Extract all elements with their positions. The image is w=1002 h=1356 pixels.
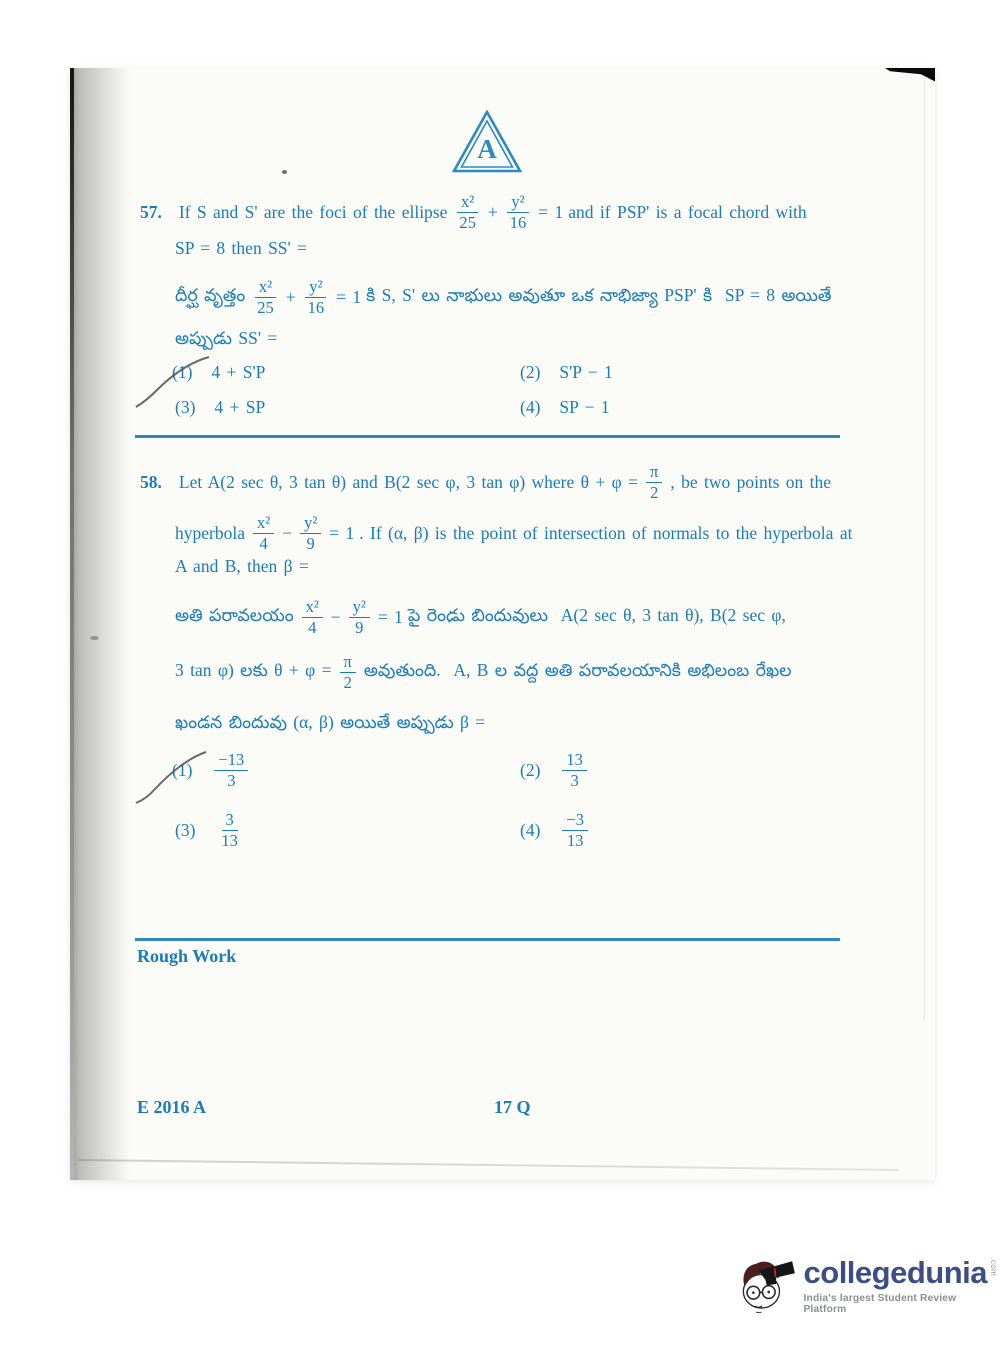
q58-telugu2-pre: 3 tan φ) లకు θ + φ =	[175, 659, 332, 680]
q57-telugu-fraction-y2-16: $\frac{\text{y²}}{16}$	[304, 278, 329, 316]
q57-option-4	[520, 397, 610, 418]
q57-fraction-x2-25: $\frac{\text{x²}}{25}$	[455, 193, 480, 231]
q58-option-4	[520, 805, 591, 855]
equals-one: = 1	[329, 522, 355, 543]
q57-telugu-post: కి S, S' లు నాభులు అవుతూ ఒక నాభిజ్యా PSP' కి SP = 8 అయితే	[366, 284, 832, 305]
equals-one: = 1	[336, 286, 362, 307]
q57-line1	[140, 189, 807, 235]
collegedunia-brand-text: collegedunia	[803, 1255, 987, 1290]
option-label: (4)	[520, 397, 541, 417]
q58-telugu-fraction-pi-2: $\frac{\pi}{2}$	[340, 653, 356, 691]
q57-telugu-pre: దీర్ఘ వృత్తం	[175, 284, 246, 305]
q58-fraction-y2-9: $\frac{\text{y²}}{9}$	[300, 514, 321, 552]
q57-fraction-y2-16: $\frac{\text{y²}}{16}$	[506, 193, 531, 231]
q58-line2	[175, 510, 852, 556]
pen-strike-mark	[133, 352, 218, 410]
option-label: (4)	[520, 819, 541, 840]
q57-text-pre: If S and S' are the foci of the ellipse	[178, 201, 448, 222]
minus-sign: −	[282, 522, 293, 543]
scan-corner-mark	[885, 68, 935, 83]
q58-telugu-line3: ఖండన బిందువు (α, β) అయితే అప్పుడు β =	[175, 712, 486, 732]
scan-speck	[90, 636, 99, 640]
q57-telugu-fraction-x2-25: $\frac{\text{x²}}{25}$	[253, 278, 278, 316]
q58-option-2	[520, 745, 590, 795]
q57-option-2	[520, 362, 613, 383]
option-label: (1)	[172, 759, 193, 780]
option-label: (1)	[172, 362, 193, 382]
option-label: (3)	[175, 397, 196, 417]
option-fraction: $\frac{-13}{3}$	[214, 751, 248, 789]
scan-speck	[282, 170, 287, 174]
paper-right-edge	[924, 76, 925, 1020]
spine-edge	[70, 68, 74, 1180]
collegedunia-tld-text: .com	[989, 1257, 998, 1277]
q58-telugu2-post: అవుతుంది. A, B ల వద్ద అతి పరావలయానికి అభిలంబ రేఖల	[363, 659, 792, 680]
q57-telugu-line2: అప్పుడు SS' =	[175, 328, 278, 348]
plus-sign: +	[285, 286, 296, 307]
option-fraction: $\frac{13}{3}$	[562, 751, 587, 789]
equals-one: = 1	[538, 201, 564, 222]
footer-page-number: 17 Q	[494, 1097, 531, 1117]
q58-number: 58.	[140, 471, 162, 492]
q57-text-post: and if PSP' is a focal chord with	[568, 201, 807, 222]
q58-l2-pre: hyperbola	[175, 522, 245, 543]
minus-sign: −	[330, 606, 341, 627]
option-fraction: $\frac{3}{13}$	[221, 810, 238, 850]
q57-line2: SP = 8 then SS' =	[175, 238, 307, 258]
question-divider	[135, 435, 840, 438]
q57-number: 57.	[140, 201, 162, 222]
paper-bottom-edge	[78, 1159, 899, 1171]
collegedunia-tagline: India's largest Student Review Platform	[803, 1293, 957, 1315]
set-marker-triangle	[452, 110, 522, 174]
q58-telugu-line2	[175, 649, 792, 695]
option-text: S'P − 1	[559, 362, 613, 382]
option-fraction: $\frac{-3}{13}$	[562, 811, 588, 849]
option-text: 4 + S'P	[211, 362, 266, 382]
collegedunia-mascot-icon	[736, 1243, 798, 1329]
plus-sign: +	[487, 201, 498, 222]
q58-fraction-pi-2: $\frac{\pi}{2}$	[646, 463, 662, 501]
collegedunia-watermark	[736, 1242, 998, 1330]
q58-telugu1-pre: అతి పరావలయం	[175, 604, 294, 625]
q58-line3: A and B, then β =	[175, 556, 309, 576]
q58-telugu-line1	[175, 594, 786, 640]
footer-booklet-code: E 2016 A	[137, 1097, 207, 1117]
q58-option-3	[175, 805, 245, 855]
set-marker-letter: A	[477, 134, 497, 164]
rough-work-label: Rough Work	[137, 946, 237, 966]
equals-one: = 1	[377, 606, 403, 627]
q58-telugu-fraction-y2-9: $\frac{\text{y²}}{9}$	[349, 598, 370, 636]
option-label: (2)	[520, 759, 541, 780]
option-text: SP − 1	[559, 397, 610, 417]
pen-strike-mark	[133, 742, 218, 806]
q58-text-post: , be two points on the	[670, 471, 832, 492]
q58-l2-post: . If (α, β) is the point of intersection of normals to the hyperbola at	[359, 522, 853, 543]
option-label: (2)	[520, 362, 541, 382]
q58-fraction-x2-4: $\frac{\text{x²}}{4}$	[253, 514, 274, 552]
option-label: (3)	[175, 819, 196, 840]
q57-telugu-line1	[175, 274, 832, 320]
q58-text-pre: Let A(2 sec θ, 3 tan θ) and B(2 sec φ, 3 tan φ) where θ + φ =	[178, 471, 639, 492]
collegedunia-text-block	[804, 1257, 998, 1315]
q58-line1	[140, 459, 831, 505]
option-text: 4 + SP	[214, 397, 266, 417]
q58-telugu1-post: పై రెండు బిందువులు A(2 sec θ, 3 tan θ), B(2 sec φ,	[407, 604, 786, 625]
rough-work-divider	[135, 938, 840, 941]
q58-telugu-fraction-x2-4: $\frac{\text{x²}}{4}$	[302, 598, 323, 636]
spine-shadow	[70, 68, 130, 1180]
